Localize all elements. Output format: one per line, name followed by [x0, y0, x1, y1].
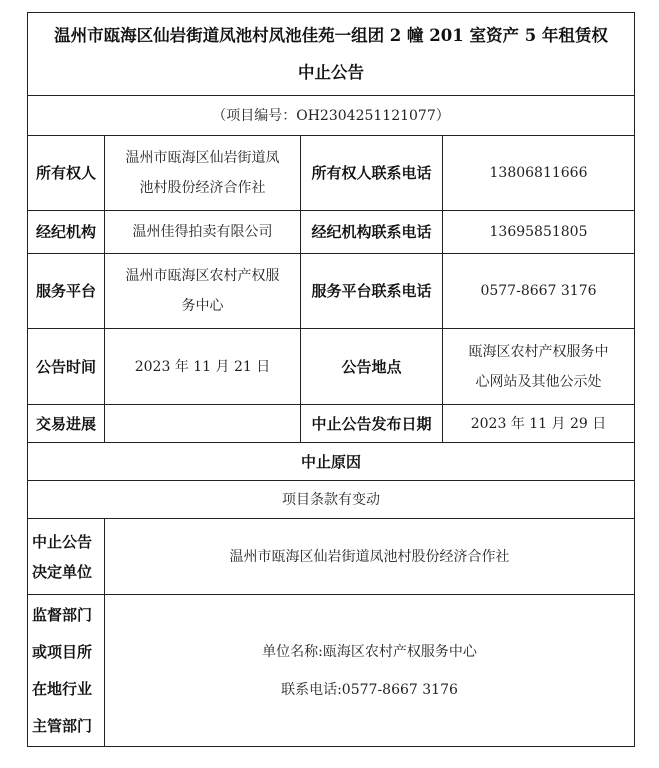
notice-place-label: 公告地点 [301, 329, 443, 405]
platform-phone: 0577-8667 3176 [443, 254, 635, 329]
supervisor-label [28, 595, 105, 747]
supervisor-label-line-4: 主管部门 [32, 716, 93, 735]
owner-phone-label: 所有权人联系电话 [301, 136, 443, 211]
announcement-table [27, 12, 635, 747]
announcement-sheet [27, 12, 634, 747]
supervisor-label-line-1: 监督部门 [32, 605, 93, 624]
decision-label [28, 519, 105, 595]
supervisor-label-line-2: 或项目所 [32, 642, 93, 661]
platform-value [105, 254, 301, 329]
agency-phone: 13695851805 [443, 211, 635, 254]
agency-value: 温州佳得拍卖有限公司 [105, 211, 301, 254]
supervisor-value [105, 595, 635, 747]
reason-value: 项目条款有变动 [28, 481, 635, 519]
supervisor-label-line-3: 在地行业 [32, 679, 93, 698]
owner-phone: 13806811666 [443, 136, 635, 211]
suspend-date-label: 中止公告发布日期 [301, 405, 443, 443]
notice-time: 2023 年 11 月 21 日 [105, 329, 301, 405]
agency-phone-label: 经纪机构联系电话 [301, 211, 443, 254]
announcement-title [28, 13, 635, 96]
decision-value: 温州市瓯海区仙岩街道凤池村股份经济合作社 [105, 519, 635, 595]
progress-value [105, 405, 301, 443]
notice-place-line-1: 瓯海区农村产权服务中 [468, 343, 609, 360]
notice-place-line-2: 心网站及其他公示处 [475, 373, 602, 390]
owner-value [105, 136, 301, 211]
progress-label: 交易进展 [28, 405, 105, 443]
owner-value-line-2: 池村股份经济合作社 [139, 180, 266, 196]
decision-label-line-2: 决定单位 [32, 562, 93, 581]
platform-label: 服务平台 [28, 254, 105, 329]
owner-label: 所有权人 [28, 136, 105, 211]
suspend-date: 2023 年 11 月 29 日 [443, 405, 635, 443]
notice-place [443, 329, 635, 405]
title-line-2: 中止公告 [298, 63, 364, 82]
platform-phone-label: 服务平台联系电话 [301, 254, 443, 329]
title-line-1: 温州市瓯海区仙岩街道凤池村凤池佳苑一组团 2 幢 201 室资产 5 年租赁权 [54, 26, 608, 45]
platform-value-line-1: 温州市瓯海区农村产权服 [125, 268, 280, 284]
supervisor-name: 单位名称:瓯海区农村产权服务中心 [262, 643, 477, 660]
project-number: （项目编号：OH2304251121077） [28, 96, 635, 136]
supervisor-phone: 联系电话:0577-8667 3176 [281, 681, 458, 698]
owner-value-line-1: 温州市瓯海区仙岩街道凤 [125, 150, 280, 166]
agency-label: 经纪机构 [28, 211, 105, 254]
decision-label-line-1: 中止公告 [32, 532, 93, 551]
notice-time-label: 公告时间 [28, 329, 105, 405]
reason-header: 中止原因 [28, 443, 635, 481]
platform-value-line-2: 务中心 [181, 298, 224, 314]
